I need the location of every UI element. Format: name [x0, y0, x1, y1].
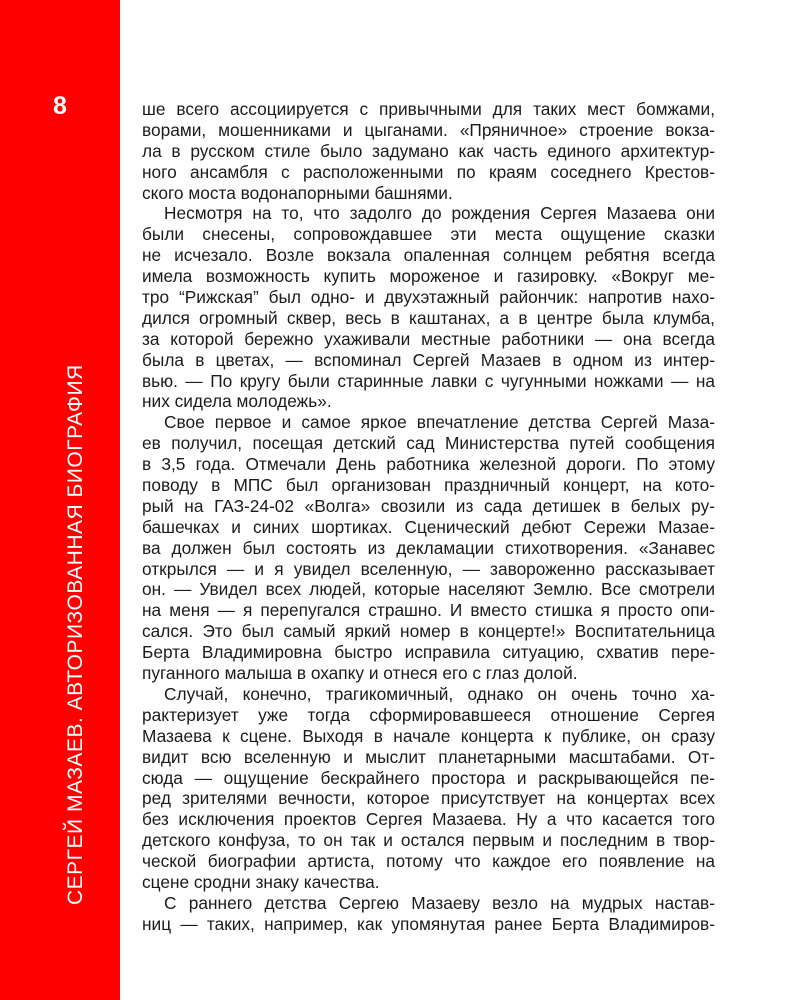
text-line: ше всего ассоциируется с привычными для таких мест бомжами, [142, 99, 715, 119]
text-line: сался. Это был самый яркий номер в концерте!» Воспитательница [142, 621, 715, 642]
red-sidebar [0, 0, 120, 1000]
running-title: СЕРГЕЙ МАЗАЕВ. АВТОРИЗОВАННАЯ БИОГРАФИЯ [64, 364, 87, 905]
text-line: Случай, конечно, трагикомичный, однако он очень точно ха- [164, 683, 715, 704]
text-line: ред зрителями вечности, которое присутствует на концертах всех [142, 788, 715, 809]
text-line: он. — Увидел всех людей, которые населяют Землю. Все смотрели [142, 579, 715, 600]
text-line: детского конфуза, то он так и остался первым и последним в твор- [142, 830, 715, 851]
text-line: сюда — ощущение бескрайнего простора и раскрывающейся пе- [142, 767, 715, 788]
text-line: Мазаева к сцене. Выходя в начале концерта к публике, он сразу [142, 725, 715, 746]
text-line: в 3,5 года. Отмечали День работника железной дороги. По этому [142, 454, 715, 475]
body-text [142, 99, 715, 935]
text-line: дился огромный сквер, весь в каштанах, а в центре была клумба, [142, 307, 715, 328]
text-line: ниц — таких, например, как упомянутая ранее Берта Владимиров- [142, 913, 715, 934]
text-line: поводу в МПС был организован праздничный концерт, на кото- [142, 475, 715, 496]
text-line: имела возможность купить мороженое и газировку. «Вокруг ме- [142, 266, 715, 287]
text-line: ла в русском стиле было задумано как часть единого архитектур- [142, 140, 715, 161]
text-line: сцене сродни знаку качества. [142, 871, 380, 892]
text-line: видит всю вселенную и мыслит планетарными масштабами. От- [142, 746, 715, 767]
text-line: башечках и синих шортиках. Сценический дебют Сережи Мазае- [142, 516, 715, 537]
text-line: была в цветах, — вспоминал Сергей Мазаев в одном из интер- [142, 349, 715, 370]
text-line: рый на ГАЗ-24-02 «Волга» свозили из сада детишек в белых ру- [142, 495, 715, 516]
text-line: Берта Владимировна быстро исправила ситуацию, схватив пере- [142, 642, 715, 663]
text-line: них сидела молодежь». [142, 391, 332, 412]
text-line: были снесены, сопровождавшее эти места ощущение сказки [142, 224, 715, 245]
text-line: Несмотря на то, что задолго до рождения Сергея Мазаева они [164, 203, 715, 224]
text-line: ческой биографии артиста, потому что каждое его появление на [142, 851, 715, 872]
text-line: без исключения проектов Сергея Мазаева. Ну а что касается того [142, 809, 715, 830]
text-line: С раннего детства Сергею Мазаеву везло на мудрых настав- [164, 892, 715, 913]
text-line: ва должен был состоять из декламации стихотворения. «Занавес [142, 537, 715, 558]
text-line: рактеризует уже тогда сформировавшееся отношение Сергея [142, 704, 715, 725]
text-line: ев получил, посещая детский сад Министерства путей сообщения [142, 433, 715, 454]
text-line: за которой бережно ухаживали местные работники — она всегда [142, 328, 715, 349]
text-line: на меня — я перепугался страшно. И вместо стишка я просто опи- [142, 600, 715, 621]
text-line: открылся — и я увидел вселенную, — завороженно рассказывает [142, 558, 715, 579]
text-line: ского моста водонапорными башнями. [142, 182, 453, 203]
text-line: ного ансамбля с расположенными по краям соседнего Крестов- [142, 161, 715, 182]
page-number: 8 [53, 92, 67, 120]
text-line: ворами, мошенниками и цыганами. «Пряничное» строение вокза- [142, 119, 715, 140]
text-line: Свое первое и самое яркое впечатление детства Сергей Маза- [164, 412, 715, 433]
text-line: тро “Рижская” был одно- и двухэтажный райончик: напротив нахо- [142, 287, 715, 308]
text-line: не исчезало. Возле вокзала опаленная солнцем ребятня всегда [142, 245, 715, 266]
text-line: пуганного малыша в охапку и отнеся его с глаз долой. [142, 663, 578, 684]
text-line: вью. — По кругу были старинные лавки с чугунными ножками — на [142, 370, 715, 391]
